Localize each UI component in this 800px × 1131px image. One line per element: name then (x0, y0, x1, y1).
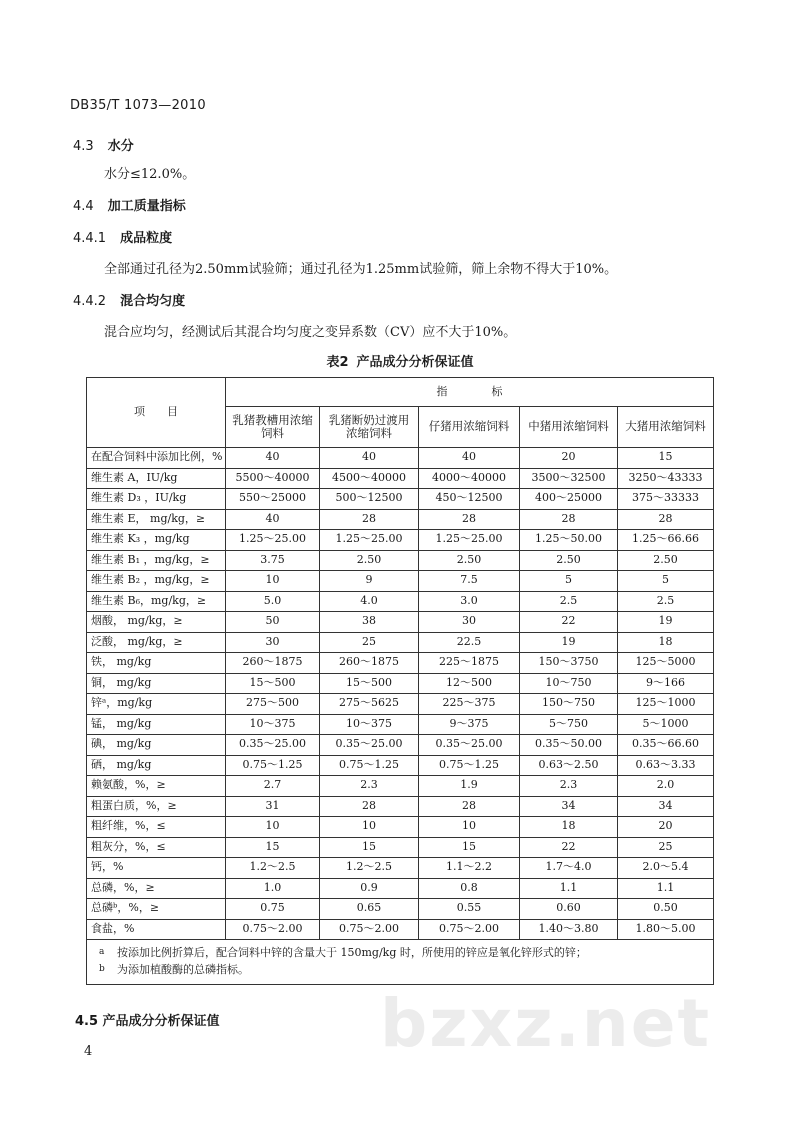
cell-value: 2.50 (419, 550, 520, 571)
cell-value: 40 (226, 509, 320, 530)
cell-value: 260～1875 (320, 653, 419, 674)
section-number: 4.4 (73, 199, 94, 214)
cell-value: 5.0 (226, 591, 320, 612)
row-label: 铜， mg/kg (87, 673, 226, 694)
cell-value: 10～750 (520, 673, 618, 694)
cell-value: 40 (320, 448, 419, 469)
row-label: 在配合饲料中添加比例，% (87, 448, 226, 469)
cell-value: 260～1875 (226, 653, 320, 674)
cell-value: 0.35～25.00 (226, 735, 320, 756)
section-4-4-heading (73, 195, 186, 214)
cell-value: 10～375 (320, 714, 419, 735)
cell-value: 15 (618, 448, 714, 469)
section-4-4-1-heading (73, 227, 172, 246)
note-marker: a (99, 947, 105, 957)
cell-value: 1.25～66.66 (618, 530, 714, 551)
cell-value: 0.50 (618, 899, 714, 920)
row-label: 赖氨酸，%，≥ (87, 776, 226, 797)
row-label: 粗纤维，%，≤ (87, 817, 226, 838)
section-4-4-1-text: 全部通过孔径为2.50mm试验筛；通过孔径为1.25mm试验筛，筛上余物不得大于10%。 (104, 262, 618, 277)
cell-value: 0.35～66.60 (618, 735, 714, 756)
cell-value: 0.63～2.50 (520, 755, 618, 776)
header-col-4: 中猪用浓缩饲料 (520, 407, 618, 448)
document-code: DB35/T 1073—2010 (70, 98, 206, 113)
cell-value: 50 (226, 612, 320, 633)
table-row (87, 509, 714, 530)
table-row (87, 653, 714, 674)
cell-value: 9～375 (419, 714, 520, 735)
cell-value: 1.2～2.5 (320, 858, 419, 879)
table-row (87, 755, 714, 776)
cell-value: 2.3 (520, 776, 618, 797)
cell-value: 1.9 (419, 776, 520, 797)
row-label: 锌ᵃ，mg/kg (87, 694, 226, 715)
table-row (87, 735, 714, 756)
cell-value: 125～5000 (618, 653, 714, 674)
cell-value: 500～12500 (320, 489, 419, 510)
cell-value: 2.50 (520, 550, 618, 571)
cell-value: 10 (419, 817, 520, 838)
table-row (87, 571, 714, 592)
cell-value: 2.7 (226, 776, 320, 797)
cell-value: 0.35～50.00 (520, 735, 618, 756)
cell-value: 28 (419, 509, 520, 530)
cell-value: 125～1000 (618, 694, 714, 715)
cell-value: 34 (618, 796, 714, 817)
header-item: 项 目 (87, 378, 226, 448)
cell-value: 34 (520, 796, 618, 817)
cell-value: 3500～32500 (520, 468, 618, 489)
cell-value: 450～12500 (419, 489, 520, 510)
cell-value: 4000～40000 (419, 468, 520, 489)
cell-value: 28 (520, 509, 618, 530)
cell-value: 1.25～25.00 (320, 530, 419, 551)
table-row (87, 530, 714, 551)
cell-value: 0.75～2.00 (226, 919, 320, 940)
cell-value: 275～5625 (320, 694, 419, 715)
table-caption-title: 产品成分分析保证值 (356, 355, 474, 370)
table-note (99, 944, 701, 961)
cell-value: 275～500 (226, 694, 320, 715)
row-label: 维生素 E， mg/kg，≥ (87, 509, 226, 530)
cell-value: 10～375 (226, 714, 320, 735)
cell-value: 1.25～25.00 (226, 530, 320, 551)
row-label: 锰， mg/kg (87, 714, 226, 735)
cell-value: 0.65 (320, 899, 419, 920)
row-label: 维生素 A，IU/kg (87, 468, 226, 489)
cell-value: 0.55 (419, 899, 520, 920)
cell-value: 5 (520, 571, 618, 592)
cell-value: 1.25～50.00 (520, 530, 618, 551)
cell-value: 3.75 (226, 550, 320, 571)
cell-value: 15～500 (320, 673, 419, 694)
note-marker: b (99, 964, 105, 974)
table-row (87, 858, 714, 879)
section-title: 加工质量指标 (107, 199, 186, 214)
table-header-row (87, 378, 714, 407)
cell-value: 19 (520, 632, 618, 653)
cell-value: 0.35～25.00 (419, 735, 520, 756)
row-label: 维生素 K₃ ，mg/kg (87, 530, 226, 551)
cell-value: 15～500 (226, 673, 320, 694)
row-label: 维生素 B₂ ，mg/kg，≥ (87, 571, 226, 592)
table-row (87, 448, 714, 469)
table-row (87, 878, 714, 899)
section-4-3-heading (73, 135, 134, 154)
cell-value: 550～25000 (226, 489, 320, 510)
cell-value: 225～375 (419, 694, 520, 715)
table-row (87, 612, 714, 633)
section-4-3-text: 水分≤12.0%。 (104, 167, 196, 182)
cell-value: 1.0 (226, 878, 320, 899)
section-title: 水分 (107, 139, 134, 154)
cell-value: 375～33333 (618, 489, 714, 510)
cell-value: 22 (520, 612, 618, 633)
cell-value: 1.1 (520, 878, 618, 899)
table-row (87, 632, 714, 653)
row-label: 总磷，%，≥ (87, 878, 226, 899)
cell-value: 15 (320, 837, 419, 858)
cell-value: 38 (320, 612, 419, 633)
cell-value: 1.1 (618, 878, 714, 899)
header-col-3: 仔猪用浓缩饲料 (419, 407, 520, 448)
table-caption (0, 351, 800, 370)
cell-value: 2.50 (618, 550, 714, 571)
cell-value: 2.0 (618, 776, 714, 797)
table-row (87, 796, 714, 817)
table-row (87, 817, 714, 838)
row-label: 烟酸， mg/kg，≥ (87, 612, 226, 633)
table-row (87, 489, 714, 510)
cell-value: 2.5 (520, 591, 618, 612)
header-col-5: 大猪用浓缩饲料 (618, 407, 714, 448)
cell-value: 19 (618, 612, 714, 633)
cell-value: 28 (320, 796, 419, 817)
table-row (87, 550, 714, 571)
cell-value: 10 (226, 571, 320, 592)
row-label: 食盐，% (87, 919, 226, 940)
cell-value: 0.75～1.25 (419, 755, 520, 776)
cell-value: 0.8 (419, 878, 520, 899)
section-title: 成品粒度 (120, 231, 173, 246)
cell-value: 10 (320, 817, 419, 838)
cell-value: 0.75～2.00 (419, 919, 520, 940)
cell-value: 20 (520, 448, 618, 469)
watermark-text: bzxz.net (380, 985, 712, 1062)
row-label: 钙，% (87, 858, 226, 879)
cell-value: 0.75～2.00 (320, 919, 419, 940)
cell-value: 150～750 (520, 694, 618, 715)
cell-value: 0.60 (520, 899, 618, 920)
header-col-2: 乳猪断奶过渡用浓缩饲料 (320, 407, 419, 448)
cell-value: 28 (419, 796, 520, 817)
section-number: 4.3 (73, 139, 94, 154)
cell-value: 15 (419, 837, 520, 858)
header-indicator-group: 指 标 (226, 378, 714, 407)
cell-value: 3250～43333 (618, 468, 714, 489)
table-row (87, 837, 714, 858)
header-col-1: 乳猪教槽用浓缩饲料 (226, 407, 320, 448)
cell-value: 2.5 (618, 591, 714, 612)
cell-value: 5～1000 (618, 714, 714, 735)
table-notes (87, 940, 714, 985)
table-row (87, 776, 714, 797)
cell-value: 1.40～3.80 (520, 919, 618, 940)
cell-value: 28 (618, 509, 714, 530)
row-label: 维生素 D₃ ，IU/kg (87, 489, 226, 510)
page-number: 4 (84, 1044, 93, 1059)
cell-value: 0.9 (320, 878, 419, 899)
section-4-4-2-text: 混合应均匀，经测试后其混合均匀度之变异系数（CV）应不大于10%。 (104, 325, 517, 340)
cell-value: 1.1～2.2 (419, 858, 520, 879)
cell-value: 5 (618, 571, 714, 592)
cell-value: 2.3 (320, 776, 419, 797)
guarantee-value-table (86, 377, 714, 985)
section-4-5-heading: 4.5 产品成分分析保证值 (75, 1014, 220, 1029)
row-label: 维生素 B₆，mg/kg，≥ (87, 591, 226, 612)
cell-value: 20 (618, 817, 714, 838)
cell-value: 30 (419, 612, 520, 633)
cell-value: 18 (618, 632, 714, 653)
row-label: 泛酸， mg/kg，≥ (87, 632, 226, 653)
cell-value: 2.0～5.4 (618, 858, 714, 879)
row-label: 铁， mg/kg (87, 653, 226, 674)
cell-value: 30 (226, 632, 320, 653)
cell-value: 12～500 (419, 673, 520, 694)
section-title: 混合均匀度 (120, 294, 186, 309)
cell-value: 18 (520, 817, 618, 838)
cell-value: 9 (320, 571, 419, 592)
cell-value: 22 (520, 837, 618, 858)
cell-value: 7.5 (419, 571, 520, 592)
table-row (87, 714, 714, 735)
table-row (87, 591, 714, 612)
cell-value: 5～750 (520, 714, 618, 735)
cell-value: 1.2～2.5 (226, 858, 320, 879)
table-row (87, 673, 714, 694)
cell-value: 400～25000 (520, 489, 618, 510)
cell-value: 4.0 (320, 591, 419, 612)
cell-value: 1.25～25.00 (419, 530, 520, 551)
row-label: 粗灰分，%，≤ (87, 837, 226, 858)
section-4-4-2-heading (73, 290, 185, 309)
cell-value: 25 (618, 837, 714, 858)
section-number: 4.4.2 (73, 294, 107, 309)
cell-value: 31 (226, 796, 320, 817)
table-note (99, 961, 701, 978)
cell-value: 22.5 (419, 632, 520, 653)
table-row (87, 468, 714, 489)
note-text: 为添加植酸酶的总磷指标。 (117, 963, 249, 976)
row-label: 维生素 B₁ ，mg/kg，≥ (87, 550, 226, 571)
table-row (87, 899, 714, 920)
table-notes-row (87, 940, 714, 985)
cell-value: 28 (320, 509, 419, 530)
cell-value: 9～166 (618, 673, 714, 694)
row-label: 硒， mg/kg (87, 755, 226, 776)
row-label: 碘， mg/kg (87, 735, 226, 756)
cell-value: 4500～40000 (320, 468, 419, 489)
cell-value: 40 (419, 448, 520, 469)
cell-value: 0.63～3.33 (618, 755, 714, 776)
cell-value: 25 (320, 632, 419, 653)
cell-value: 40 (226, 448, 320, 469)
cell-value: 15 (226, 837, 320, 858)
section-number: 4.4.1 (73, 231, 107, 246)
cell-value: 1.7～4.0 (520, 858, 618, 879)
cell-value: 150～3750 (520, 653, 618, 674)
table-row (87, 919, 714, 940)
row-label: 总磷ᵇ，%，≥ (87, 899, 226, 920)
cell-value: 0.75～1.25 (320, 755, 419, 776)
cell-value: 5500～40000 (226, 468, 320, 489)
cell-value: 0.75～1.25 (226, 755, 320, 776)
table-row (87, 694, 714, 715)
note-text: 按添加比例折算后，配合饲料中锌的含量大于 150mg/kg 时，所使用的锌应是氧化锌形式的锌； (117, 946, 587, 959)
cell-value: 225～1875 (419, 653, 520, 674)
cell-value: 1.80～5.00 (618, 919, 714, 940)
cell-value: 0.75 (226, 899, 320, 920)
row-label: 粗蛋白质，%，≥ (87, 796, 226, 817)
cell-value: 3.0 (419, 591, 520, 612)
cell-value: 0.35～25.00 (320, 735, 419, 756)
cell-value: 2.50 (320, 550, 419, 571)
cell-value: 10 (226, 817, 320, 838)
table-caption-number: 表2 (326, 355, 349, 370)
